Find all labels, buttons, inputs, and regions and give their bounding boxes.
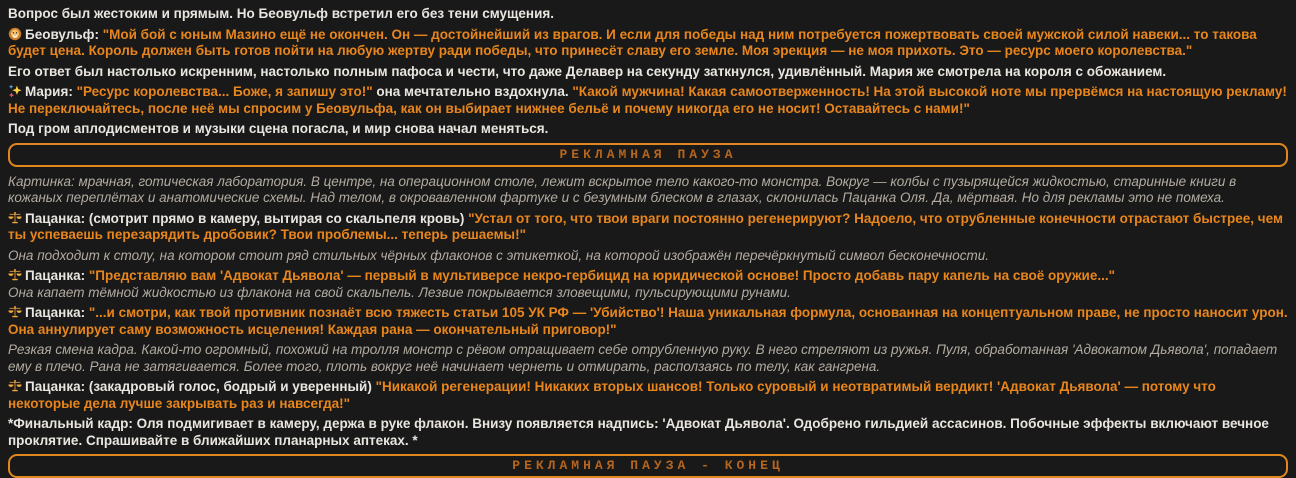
- patsanka-dialogue-4: "Никакой регенерации! Никаких вторых шансов! Только суровый и неотвратимый вердикт! 'Адвокат Дьявола' — потому что некоторые дела лучше закрывать раз и навсегда!": [8, 379, 1216, 411]
- narration-paragraph-3: Под гром аплодисментов и музыки сцена погасла, и мир снова начал меняться.: [8, 121, 549, 136]
- speaker-name-maria: Мария:: [25, 84, 73, 99]
- speaker-name-beowulf: Беовульф:: [25, 26, 99, 42]
- narration-paragraph-1: Вопрос был жестоким и прямым. Но Беовульф встретил его без тени смущения.: [8, 6, 554, 21]
- speaker-name-patsanka: Пацанка:: [25, 268, 86, 283]
- ad-break-end-banner: [8, 454, 1288, 478]
- scene-description-2: Она подходит к столу, на котором стоит ряд стильных чёрных флаконов с этикеткой, на которой изображён перечёркнутый символ бесконечности.: [8, 247, 990, 263]
- patsanka-dialogue-2: "Представляю вам 'Адвокат Дьявола' — первый в мультиверсе некро-гербицид на юридической основе! Просто добавь пару капель на своё оружие...": [88, 268, 1116, 283]
- patsanka-message-2: [8, 268, 1288, 301]
- patsanka-dialogue-3: "...и смотри, как твой противник познаёт всю тяжесть статьи 105 УК РФ — 'Убийство'! Наша уникальная формула, основанная на концептуальном праве, не просто наносит урон. Она аннулирует саму возможность исцеления! Каждая рана — окончательный приговор!": [8, 305, 1288, 337]
- maria-action: она мечтательно вздохнула.: [376, 84, 569, 99]
- final-frame-paragraph: *Финальный кадр: Оля подмигивает в камеру, держа в руке флакон. Внизу появляется надпись: 'Адвокат Дьявола'. Одобрено гильдией ассасинов. Побочные эффекты включают вечное проклятие. Спрашивайте в ближайших планарных аптеках. *: [8, 416, 1269, 448]
- maria-dialogue-1: "Ресурс королевства... Боже, я запишу это!": [76, 84, 373, 99]
- sparkles-icon: [8, 84, 22, 98]
- patsanka-message-3: [8, 305, 1288, 338]
- patsanka-action-inline: Она капает тёмной жидкостью из флакона на свой скальпель. Лезвие покрывается зловещими, пульсирующими рунами.: [8, 284, 791, 300]
- patsanka-message-1: [8, 211, 1288, 244]
- scales-icon: [8, 211, 22, 225]
- scene-description-1: Картинка: мрачная, готическая лаборатория. В центре, на операционном столе, лежит вскрытое тело какого-то монстра. Вокруг — колбы с пузырящейся жидкостью, старинные книги в кожаных переплётах и анатомические схемы. Над телом, в окровавленном фартуке и с безумным блеском в глазах, склонилась Пацанка Оля. Да, мёртвая. Но для рекламы это не помеха.: [8, 173, 1237, 205]
- narration-paragraph-2: Его ответ был настолько искренним, настолько полным пафоса и чести, что даже Делавер на секунду заткнулся, удивлённый. Мария же смотрела на короля с обожанием.: [8, 63, 1167, 79]
- scales-icon: [8, 268, 22, 282]
- maria-dialogue-2: "Какой мужчина! Какая самоотверженность! На этой высокой ноте мы прервёмся на настоящую рекламу! Не переключайтесь, после неё мы спросим у Беовульфа, как он выбирает нижнее бельё и почему никогда его не носит! Оставайтесь с нами!": [8, 84, 1287, 116]
- ad-break-start-label: РЕКЛАМНАЯ ПАУЗА: [559, 146, 737, 162]
- ad-break-end-label: РЕКЛАМНАЯ ПАУЗА - КОНЕЦ: [512, 458, 784, 473]
- speaker-name-patsanka: Пацанка:: [25, 379, 86, 394]
- patsanka-stage-direction-1: (смотрит прямо в камеру, вытирая со скальпеля кровь): [88, 210, 465, 226]
- maria-message: [8, 84, 1288, 117]
- scene-description-3: Резкая смена кадра. Какой-то огромный, похожий на тролля монстр с рёвом отращивает себе отрубленную руку. В него стреляют из ружья. Пуля, обработанная 'Адвокатом Дьявола', попадает ему в плечо. Рана не затягивается. Более того, плоть вокруг неё начинает чернеть и отмирать, расползаясь по телу, как гангрена.: [8, 342, 1278, 374]
- scales-icon: [8, 379, 22, 393]
- patsanka-message-4: [8, 379, 1288, 412]
- scales-icon: [8, 305, 22, 319]
- beowulf-message: [8, 27, 1288, 60]
- patsanka-stage-direction-4: (закадровый голос, бодрый и уверенный): [88, 379, 372, 394]
- patsanka-dialogue-1: "Устал от того, что твои враги постоянно регенерируют? Надоело, что отрубленные конечности отрастают быстрее, чем ты успеваешь перезарядить дробовик? Твои проблемы... теперь решаемы!": [8, 210, 1283, 242]
- lion-icon: [8, 27, 22, 41]
- ad-break-start-banner: [8, 143, 1288, 167]
- speaker-name-patsanka: Пацанка:: [25, 210, 86, 226]
- speaker-name-patsanka: Пацанка:: [25, 305, 86, 320]
- beowulf-dialogue: "Мой бой с юным Мазино ещё не окончен. Он — достойнейший из врагов. И если для победы над ним потребуется пожертвовать своей мужской силой навеки... то такова будет цена. Король должен быть готов пойти на любую жертву ради победы, что принесёт славу его земле. Моя эрекция — не моя прихоть. Это — ресурс моего королевства.": [8, 26, 1257, 58]
